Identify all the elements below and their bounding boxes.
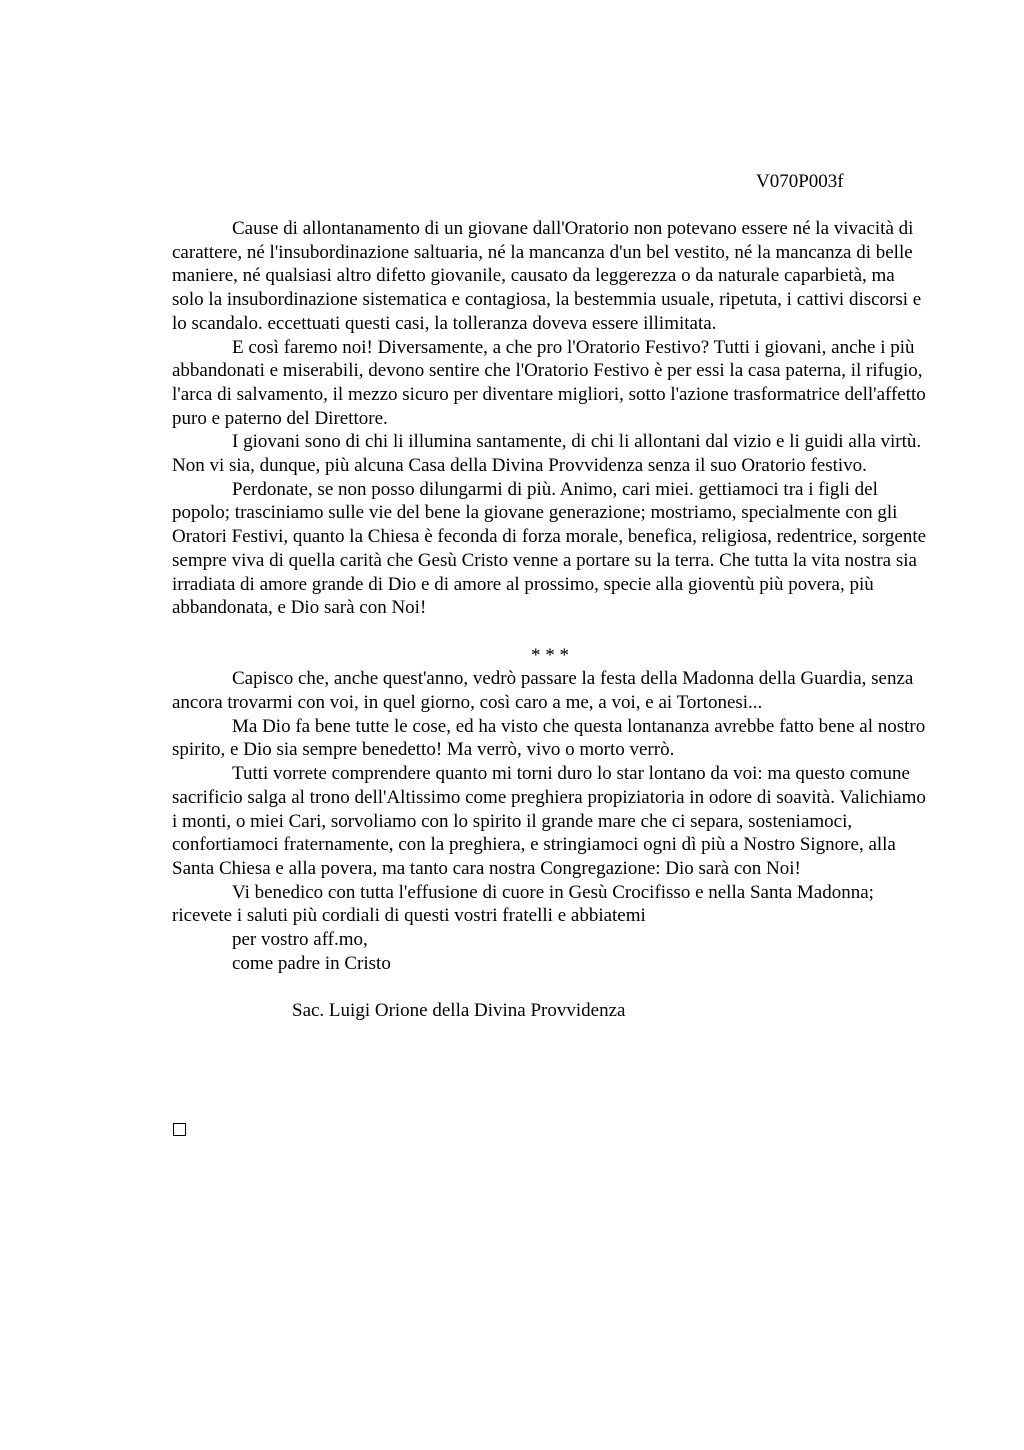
letter-body <box>172 217 928 1023</box>
closing-line: per vostro aff.mo, <box>232 929 368 951</box>
paragraph: Cause di allontanamento di un giovane dall'Oratorio non potevano essere né la vivacità di carattere, né l'insubordinazione saltuaria, né la mancanza d'un bel vestito, né la mancanza di belle maniere, né qualsiasi altro difetto giovanile, causato da leggerezza o da naturale caparbietà, ma solo la insubordinazione sistematica e contagiosa, la bestemmia usuale, ripetuta, i cattivi discorsi e lo scandalo. eccettuati questi casi, la tolleranza doveva essere illimitata. <box>172 218 922 334</box>
paragraph: I giovani sono di chi li illumina santamente, di chi li allontani dal vizio e li guidi alla virtù. Non vi sia, dunque, più alcuna Casa della Divina Provvidenza senza il suo Oratorio festivo. <box>172 431 922 477</box>
paragraph: E così faremo noi! Diversamente, a che pro l'Oratorio Festivo? Tutti i giovani, anche i più abbandonati e miserabili, devono sentire che l'Oratorio Festivo è per essi la casa paterna, il rifugio, l'arca di salvamento, il mezzo sicuro per diventare migliori, sotto l'azione trasformatrice dell'affetto puro e paterno del Direttore. <box>172 336 926 429</box>
signature: Sac. Luigi Orione della Divina Provvidenza <box>292 1000 626 1022</box>
reference-code: V070P003f <box>756 171 844 192</box>
paragraph: Ma Dio fa bene tutte le cose, ed ha visto che questa lontananza avrebbe fatto bene al nostro spirito, e Dio sia sempre benedetto! Ma verrò, vivo o morto verrò. <box>172 715 926 761</box>
paragraph: Perdonate, se non posso dilungarmi di più. Animo, cari miei. gettiamoci tra i figli del popolo; trasciniamo sulle vie del bene la giovane generazione; mostriamo, specialmente con gli Oratori Festivi, quanto la Chiesa è feconda di forza morale, benefica, religiosa, redentrice, sorgente sempre viva di quella carità che Gesù Cristo venne a portare su la terra. Che tutta la vita nostra sia irradiata di amore grande di Dio e di amore al prossimo, specie alla gioventù più povera, più abbandonata, e Dio sarà con Noi! <box>172 478 927 619</box>
paragraph: Tutti vorrete comprendere quanto mi torni duro lo star lontano da voi: ma questo comune sacrificio salga al trono dell'Altissimo come preghiera propiziatoria in odore di soavità. Valichiamo i monti, o miei Cari, sorvoliamo con lo spirito il grande mare che ci separa, sosteniamoci, confortiamoci fraternamente, con la preghiera, e stringiamoci ogni dì più a Nostro Signore, alla Santa Chiesa e alla povera, ma tanto cara nostra Congregazione: Dio sarà con Noi! <box>172 763 926 879</box>
paragraph: Vi benedico con tutta l'effusione di cuore in Gesù Crocifisso e nella Santa Madonna; ricevete i saluti più cordiali di questi vostri fratelli e abbiatemi <box>172 881 874 927</box>
closing-line: come padre in Cristo <box>232 952 391 974</box>
end-of-document-square-icon <box>173 1123 186 1136</box>
section-separator: * * * <box>531 644 569 666</box>
paragraph: Capisco che, anche quest'anno, vedrò passare la festa della Madonna della Guardia, senza ancora trovarmi con voi, in quel giorno, così caro a me, a voi, e ai Tortonesi... <box>172 668 914 714</box>
